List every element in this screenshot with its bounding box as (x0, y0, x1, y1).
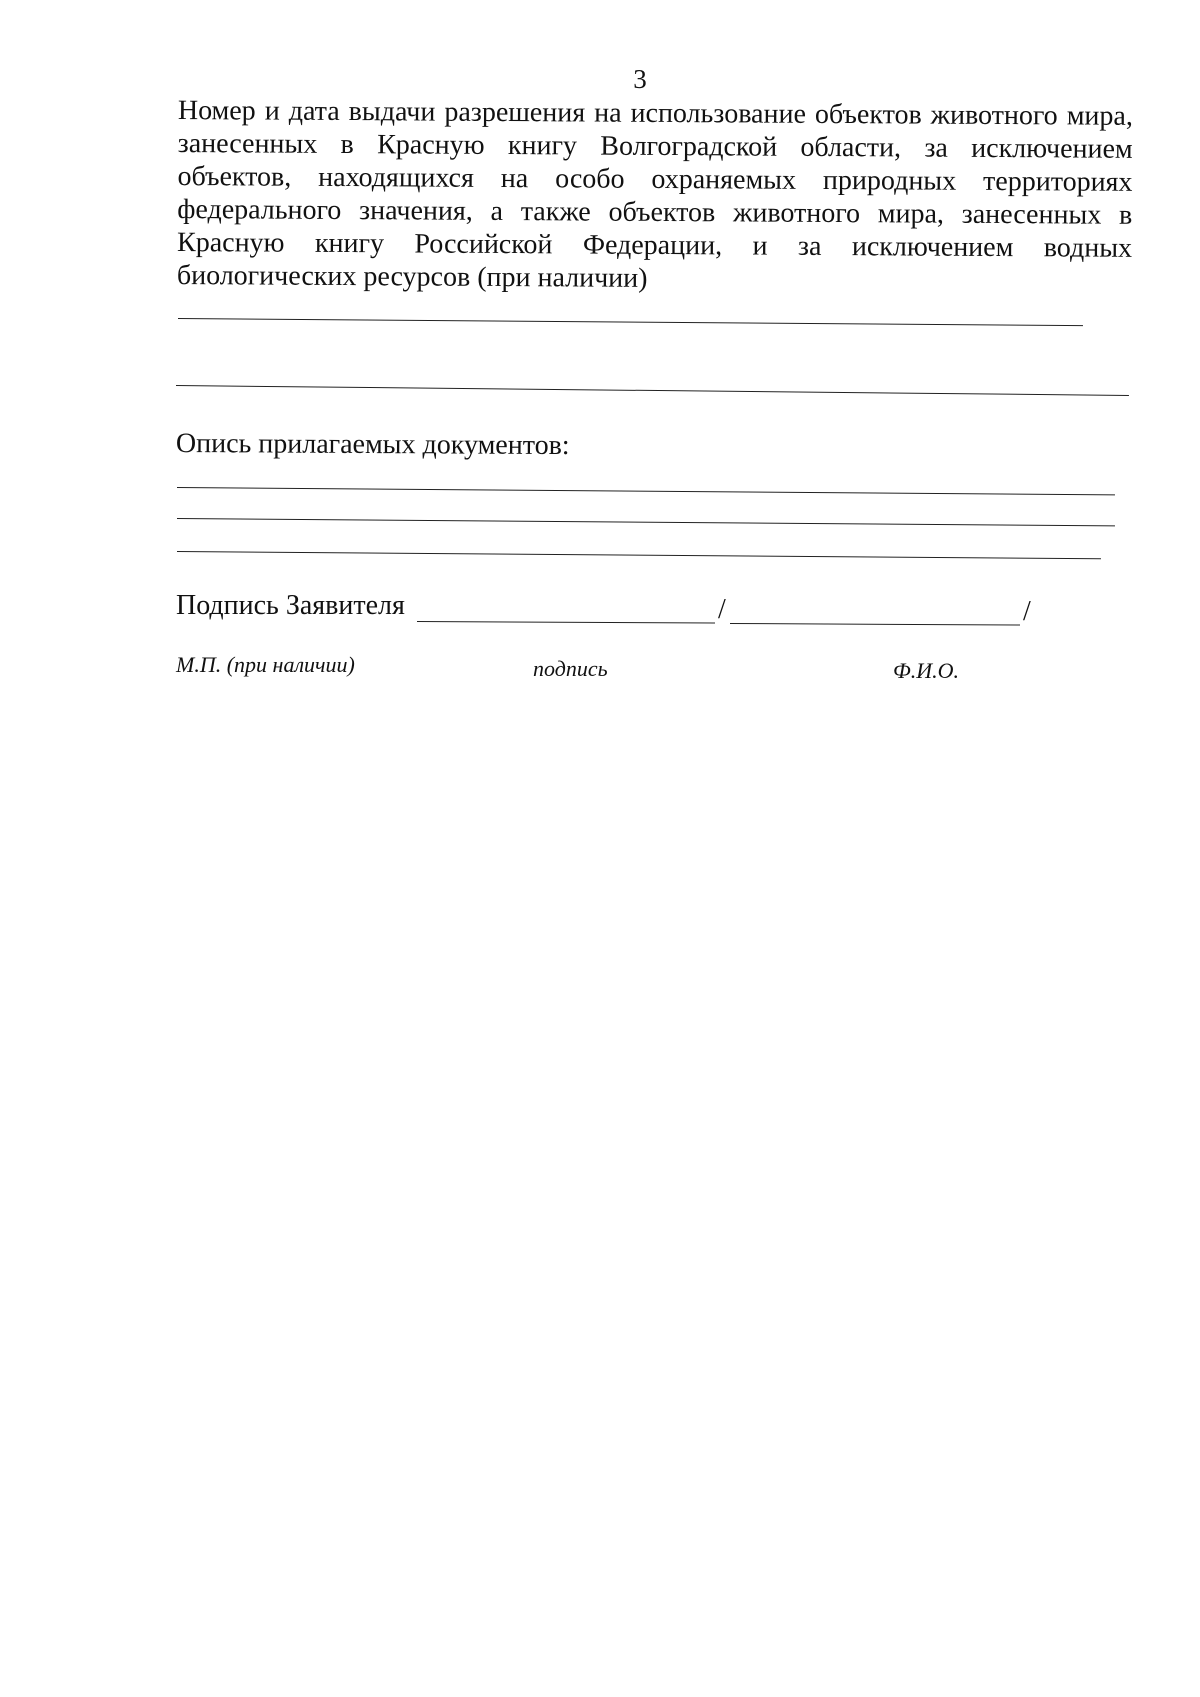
documents-list-line-3[interactable] (177, 551, 1101, 559)
signature-caption: подпись (533, 656, 608, 681)
permit-fill-line-1[interactable] (178, 318, 1083, 326)
name-caption: Ф.И.О. (893, 658, 959, 683)
documents-list-line-2[interactable] (177, 518, 1115, 526)
permit-fill-line-2[interactable] (176, 385, 1129, 396)
page-number: 3 (633, 64, 647, 94)
signature-separator-1: / (718, 594, 726, 625)
applicant-signature-label: Подпись Заявителя (176, 590, 405, 621)
name-fill-line[interactable] (730, 623, 1020, 626)
permit-number-date-paragraph: Номер и дата выдачи разрешения на использование объектов животного мира, занесенных в Красную книгу Волгоградской области, за исключением объектов, находящихся на особо охраняемых природных территориях федерального значения, а также объектов животного мира, занесенных в Красную книгу Российской Федерации, и за исключением водных биологических ресурсов (при наличии) (176, 94, 1133, 294)
documents-list-label: Опись прилагаемых документов: (175, 428, 570, 462)
documents-list-line-1[interactable] (177, 487, 1115, 495)
signature-fill-line[interactable] (417, 621, 715, 624)
signature-separator-2: / (1023, 596, 1031, 627)
stamp-caption: М.П. (при наличии) (176, 652, 355, 677)
